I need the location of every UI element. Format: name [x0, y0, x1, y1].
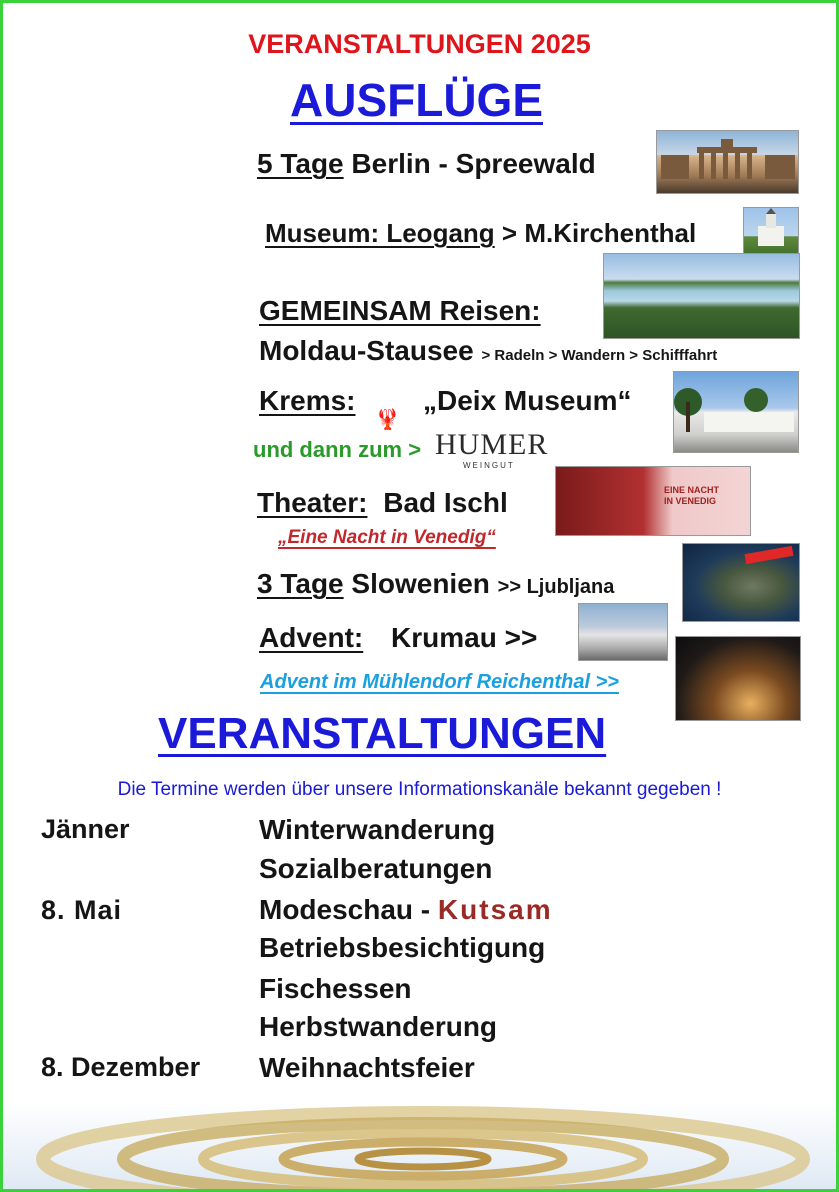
event-name: Sozialberatungen — [259, 853, 493, 884]
theater-line — [257, 487, 508, 519]
humer-logo-sub: WEINGUT — [463, 461, 515, 470]
slovenia-duration: 3 Tage — [257, 568, 344, 599]
event-date: Jänner — [41, 814, 130, 844]
berlin-line — [257, 148, 596, 180]
moldau-activities: > Radeln > Wandern > Schifffahrt — [481, 347, 718, 364]
map-marker-badge — [744, 546, 793, 564]
moldau-place: Moldau-Stausee — [259, 335, 474, 366]
deix-museum-image — [673, 371, 799, 453]
advent-line — [259, 622, 537, 654]
event-name: Fischessen — [259, 973, 412, 1004]
venice-poster-text: EINE NACHT IN VENEDIG — [664, 485, 720, 506]
museum-line — [265, 218, 696, 249]
event-date: 8. Dezember — [41, 1052, 201, 1082]
krems-label: Krems: — [259, 385, 356, 416]
venice-poster-image — [555, 466, 751, 536]
lobster-icon: 🦞 — [375, 409, 400, 431]
slovenia-aerial-image — [682, 543, 800, 622]
moldau-lake-image — [603, 253, 800, 339]
humer-logo: HUMER — [435, 428, 549, 461]
berlin-place: Berlin - Spreewald — [351, 148, 596, 179]
theater-label: Theater: — [257, 487, 368, 518]
event-name: Winterwanderung — [259, 814, 496, 845]
slovenia-line — [257, 568, 614, 600]
event-name: Modeschau - — [259, 894, 431, 925]
advent-reichenthal-link[interactable]: Advent im Mühlendorf Reichenthal >> — [260, 671, 619, 693]
theater-play: „Eine Nacht in Venedig“ — [278, 527, 496, 548]
year-title: VERANSTALTUNGEN 2025 — [248, 29, 591, 59]
berlin-duration: 5 Tage — [257, 148, 344, 179]
slovenia-extra: >> Ljubljana — [497, 576, 615, 598]
deix-museum: „Deix Museum“ — [423, 385, 632, 416]
moldau-line — [259, 335, 717, 367]
event-date: 8. Mai — [41, 895, 123, 925]
event-name: Betriebsbesichtigung — [259, 932, 546, 963]
trips-title: AUSFLÜGE — [290, 74, 543, 126]
krumau-town-image — [578, 603, 668, 661]
event-name: Herbstwanderung — [259, 1011, 498, 1042]
advent-place: Krumau >> — [391, 622, 538, 653]
gemeinsam-title: GEMEINSAM Reisen: — [259, 295, 541, 326]
museum-destination: > M.Kirchenthal — [501, 218, 697, 248]
slovenia-place: Slowenien — [351, 568, 490, 599]
then-to-winery: und dann zum > — [253, 437, 422, 462]
berlin-gate-image — [656, 130, 799, 194]
theater-place: Bad Ischl — [383, 487, 508, 518]
decorative-swirl — [3, 1101, 836, 1189]
advent-label: Advent: — [259, 622, 364, 653]
events-note: Die Termine werden über unsere Informationskanäle bekannt gegeben ! — [117, 779, 722, 800]
event-name: Weihnachtsfeier — [259, 1052, 475, 1083]
fashion-brand: Kutsam — [437, 894, 553, 925]
museum-label: Museum: Leogang — [265, 218, 495, 248]
advent-village-image — [675, 636, 801, 721]
event-name-line — [259, 894, 553, 926]
events-title: VERANSTALTUNGEN — [158, 709, 607, 758]
